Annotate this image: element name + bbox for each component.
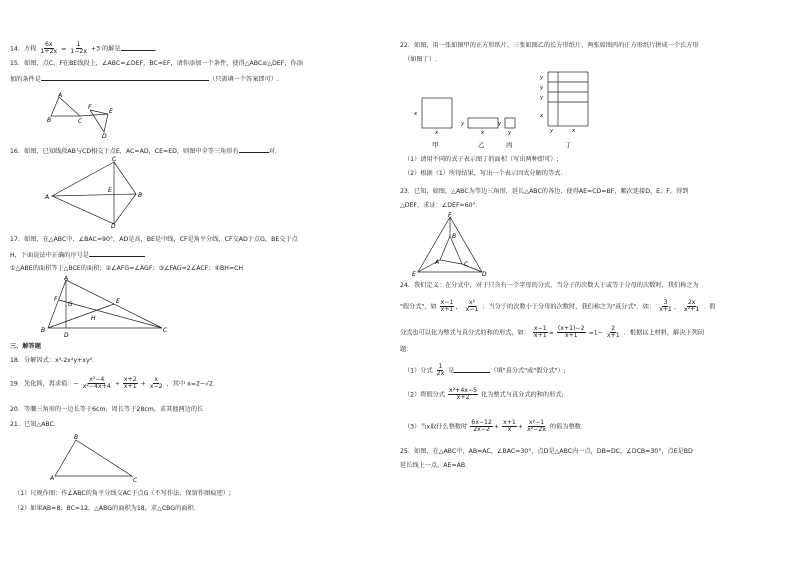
answer-blank[interactable] [89, 256, 145, 257]
label-e: E [108, 187, 112, 194]
question-24-sub3: （3）当x取什么整数时 $\frac{6x-12}{2x-2}$ + $\frac{x+1}{x}$ + $\frac{\text{x²−1}}{\text{x²−2x}}$ 的值为整数. [404, 419, 583, 434]
figure-q16 [44, 156, 154, 228]
svg-text:y: y [550, 128, 554, 134]
svg-text:y: y [540, 85, 544, 91]
label-jia: 甲 [432, 141, 439, 149]
label-bing: 丙 [506, 141, 513, 149]
question-22-line1: 22．如图，用一张如图甲的正方形纸片、三张如图乙的长方形纸片、两张如图丙的正方形纸片拼成一个长方形 [400, 42, 699, 49]
svg-text:x: x [414, 111, 418, 117]
svg-text:y: y [508, 130, 512, 136]
figure-q15 [46, 92, 126, 140]
label-c: C [464, 261, 469, 268]
question-25-line1: 25．如图，在△ABC中，AB=AC，∠BAC=30°，点D是△ABC内一点，DB=DC，∠DCB=30°，点E是BD [400, 448, 693, 455]
question-18: 18．分解因式：x³-2x²y+xy². [10, 357, 95, 364]
section-heading: 三、解答题 [10, 343, 41, 350]
rect-yi [468, 118, 498, 128]
question-15-line1: 15．如图，点C，F在BE线段上，∠ABC=∠DEF，BC=EF，请你添加一个条件，使得△ABC≌△DEF，你添 [10, 60, 303, 67]
question-25-line2: 延长线上一点，AE=AB. [400, 462, 468, 469]
question-14: 14．方程 $\frac{6x}{1+2x}$ = $\frac{1}{1-2x}$ +3 的解是 . [10, 41, 157, 56]
question-21-sub1: （1）尺规作图：作∠ABC的角平分线交AC于点G（不写作法，保留作图痕迹）; [14, 490, 231, 497]
svg-text:y: y [540, 75, 544, 81]
answer-blank[interactable] [41, 80, 209, 81]
label-e: E [412, 271, 416, 278]
answer-blank[interactable] [454, 372, 490, 373]
label-yi: 乙 [478, 141, 485, 149]
label-a: A [45, 194, 50, 201]
answer-blank[interactable] [239, 152, 269, 153]
question-23-line2: △DEF，求证：∠DEF=60°. [400, 202, 478, 209]
label-a: A [64, 276, 69, 282]
figure-q23 [410, 212, 490, 278]
question-21: 21．已知△ABC. [10, 421, 56, 428]
question-22-line2: （如图丁）. [404, 56, 437, 63]
question-24-line1: 24．我们定义：在分式中，对于只含有一个字母的分式，当分子的次数大于或等于分母的次数时，我们称之为 [400, 282, 699, 289]
label-g: G [68, 301, 73, 308]
label-b: B [41, 327, 46, 334]
label-b: B [47, 117, 52, 124]
svg-text:x: x [540, 113, 544, 119]
label-d: D [102, 133, 107, 140]
svg-text:x: x [481, 130, 485, 136]
question-24-sub1: （1）分式 $\frac{1}{2x}$ 是 （填"真分式"或"假分式"）; [404, 363, 566, 378]
question-23-line1: 23．已知，如图，△ABC为等边三角形，延长△ABC的各边，使得AE=CD=BF，顺次连接D，E，F，得到 [400, 188, 689, 195]
svg-text:x: x [572, 128, 576, 134]
rect-ding [548, 72, 588, 126]
svg-text:y: y [540, 95, 544, 101]
label-h: H [91, 315, 96, 322]
label-b: B [452, 233, 457, 240]
label-e: E [109, 108, 113, 115]
label-c: C [133, 477, 138, 484]
question-24-line4: 题： [400, 346, 413, 353]
square-jia [422, 98, 452, 128]
figure-q17 [40, 276, 170, 340]
question-17-options: ①△ABE的面积等于△BCE的面积；②∠AFG=∠AGF；③∠FAG=2∠ACF；④BH=CH [10, 265, 244, 272]
label-f: F [88, 104, 92, 111]
triangle-def [90, 110, 108, 132]
question-24-sub2: （2）将假分式 $\frac{\text{x²+4x−5}}{x+2}$ 化为整式与真分式的和的形式; [404, 387, 564, 402]
label-a: A [435, 259, 440, 266]
triangle-abc [51, 97, 80, 116]
question-22-sub1: （1）请用不同的式子表示图丁的面积（写出两种即可）; [404, 156, 559, 163]
question-22-sub2: （2）根据（1）所得结果，写出一个表示因式分解的等式. [404, 170, 563, 177]
question-17-line1: 17．如图，在△ABC中，∠BAC=90°，AD是高，BE是中线，CF是角平分线，CF交AD于点G，BE交于点 [10, 236, 298, 243]
label-f: F [448, 212, 452, 219]
figure-q21 [50, 432, 140, 484]
label-c: C [163, 327, 168, 334]
square-bing [505, 118, 515, 128]
question-20: 20．等腰三角形的一边长等于6cm，周长等于28cm，求其他两边的长 [10, 406, 204, 413]
svg-text:y: y [498, 121, 502, 127]
label-f: F [54, 296, 58, 303]
question-19: 19．先化简，再求值：− $\frac{\text{x²−4}}{\text{x²−4x+4}}$ ÷ $\frac{x+2}{x+1}$ + $\frac{x}{x-2}$ ，其中 x=2−√2． [10, 376, 220, 391]
question-15-line2: 加的条件是 （只需填一个答案即可）. [10, 76, 279, 83]
question-24-line2: "假分式"，如 $\frac{x-1}{x+1}$ ， $\frac{\text{x²}}{x-1}$ ；当分子的次数小于分母的次数时，我们称之为"真分式"．如： $\frac{3}{x+1}$ ， $\frac{2x}{\text{x²+1}}$ ．假 [400, 299, 716, 314]
label-d: D [111, 223, 116, 228]
fraction: $\frac{6x}{1+2x}$ [40, 41, 58, 56]
label-ding: 丁 [565, 141, 572, 149]
svg-text:y: y [461, 121, 465, 127]
question-17-line2: H，下面说法中正确的序号是 [10, 252, 145, 260]
label-a: A [58, 92, 63, 99]
label-e: E [116, 298, 120, 305]
label-d: D [482, 271, 487, 278]
label-a: A [50, 475, 55, 482]
label-d: D [64, 332, 69, 339]
label-b: B [138, 192, 143, 199]
answer-blank[interactable] [121, 50, 155, 51]
question-24-line3: 分式也可以化为整式与真分式的和的形式，如： $\frac{x-1}{x+1}$ = $\frac{(x+1)-2}{x+1}$ =1− $\frac{2}{x+1}$ ．根据以上材料，解决下列问 [400, 325, 705, 340]
label-b: B [74, 434, 79, 441]
question-21-sub2: （2）如果AB=8，BC=12，△ABG的面积为18，求△CBG的面积. [14, 505, 196, 512]
figure-q22 [408, 68, 608, 152]
question-16: 16．如图，已知线段AB与CD相交于点E，AC=AD，CE=ED，则图中全等三角形有 对. [10, 148, 277, 155]
label-c: C [78, 118, 83, 125]
label-c: C [112, 156, 117, 163]
svg-text:x: x [435, 130, 439, 136]
fraction: $\frac{1}{1-2x}$ [70, 41, 87, 56]
